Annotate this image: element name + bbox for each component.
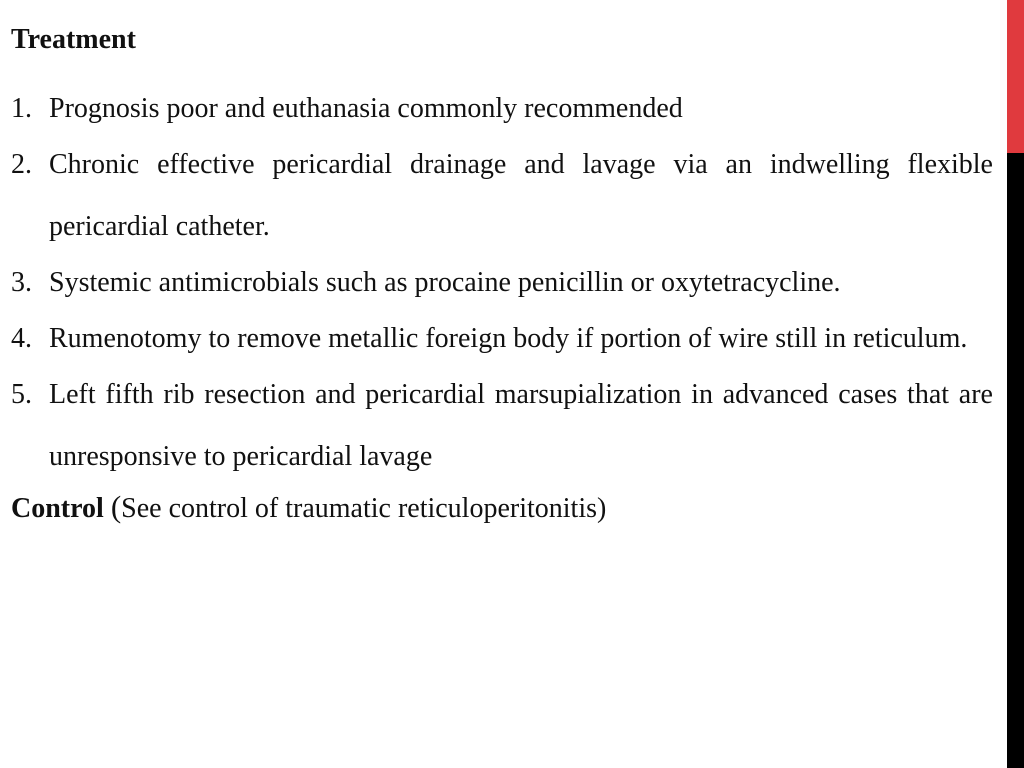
list-item-number: 4. (11, 323, 32, 354)
control-line (11, 489, 993, 527)
control-paren-open: ( (110, 489, 122, 524)
list-item (11, 91, 993, 140)
treatment-heading: Treatment (11, 24, 136, 55)
list-item-text: Left fifth rib resection and pericardial marsupialization in advanced cases that are unresponsive to pericardial lavage (49, 379, 993, 472)
list-item (11, 265, 993, 314)
list-item-number: 3. (11, 267, 32, 298)
side-accent-black-segment (1007, 153, 1024, 768)
control-label: Control (11, 493, 104, 524)
side-accent-red-segment (1007, 0, 1024, 153)
list-item-text: Prognosis poor and euthanasia commonly recommended (49, 93, 683, 124)
slide-content (11, 22, 993, 527)
list-item-text: Systemic antimicrobials such as procaine penicillin or oxytetracycline. (49, 267, 841, 298)
list-item-text: Chronic effective pericardial drainage and lavage via an indwelling flexible pericardial catheter. (49, 149, 993, 242)
side-accent-bar (1007, 0, 1024, 768)
list-item-number: 5. (11, 379, 32, 410)
list-item (11, 377, 993, 488)
list-item (11, 321, 993, 370)
list-item (11, 147, 993, 258)
list-item-text: Rumenotomy to remove metallic foreign body if portion of wire still in reticulum. (49, 323, 968, 354)
list-item-number: 2. (11, 149, 32, 180)
control-text: See control of traumatic reticuloperitonitis) (121, 493, 607, 524)
list-item-number: 1. (11, 93, 32, 124)
treatment-list (11, 91, 993, 488)
